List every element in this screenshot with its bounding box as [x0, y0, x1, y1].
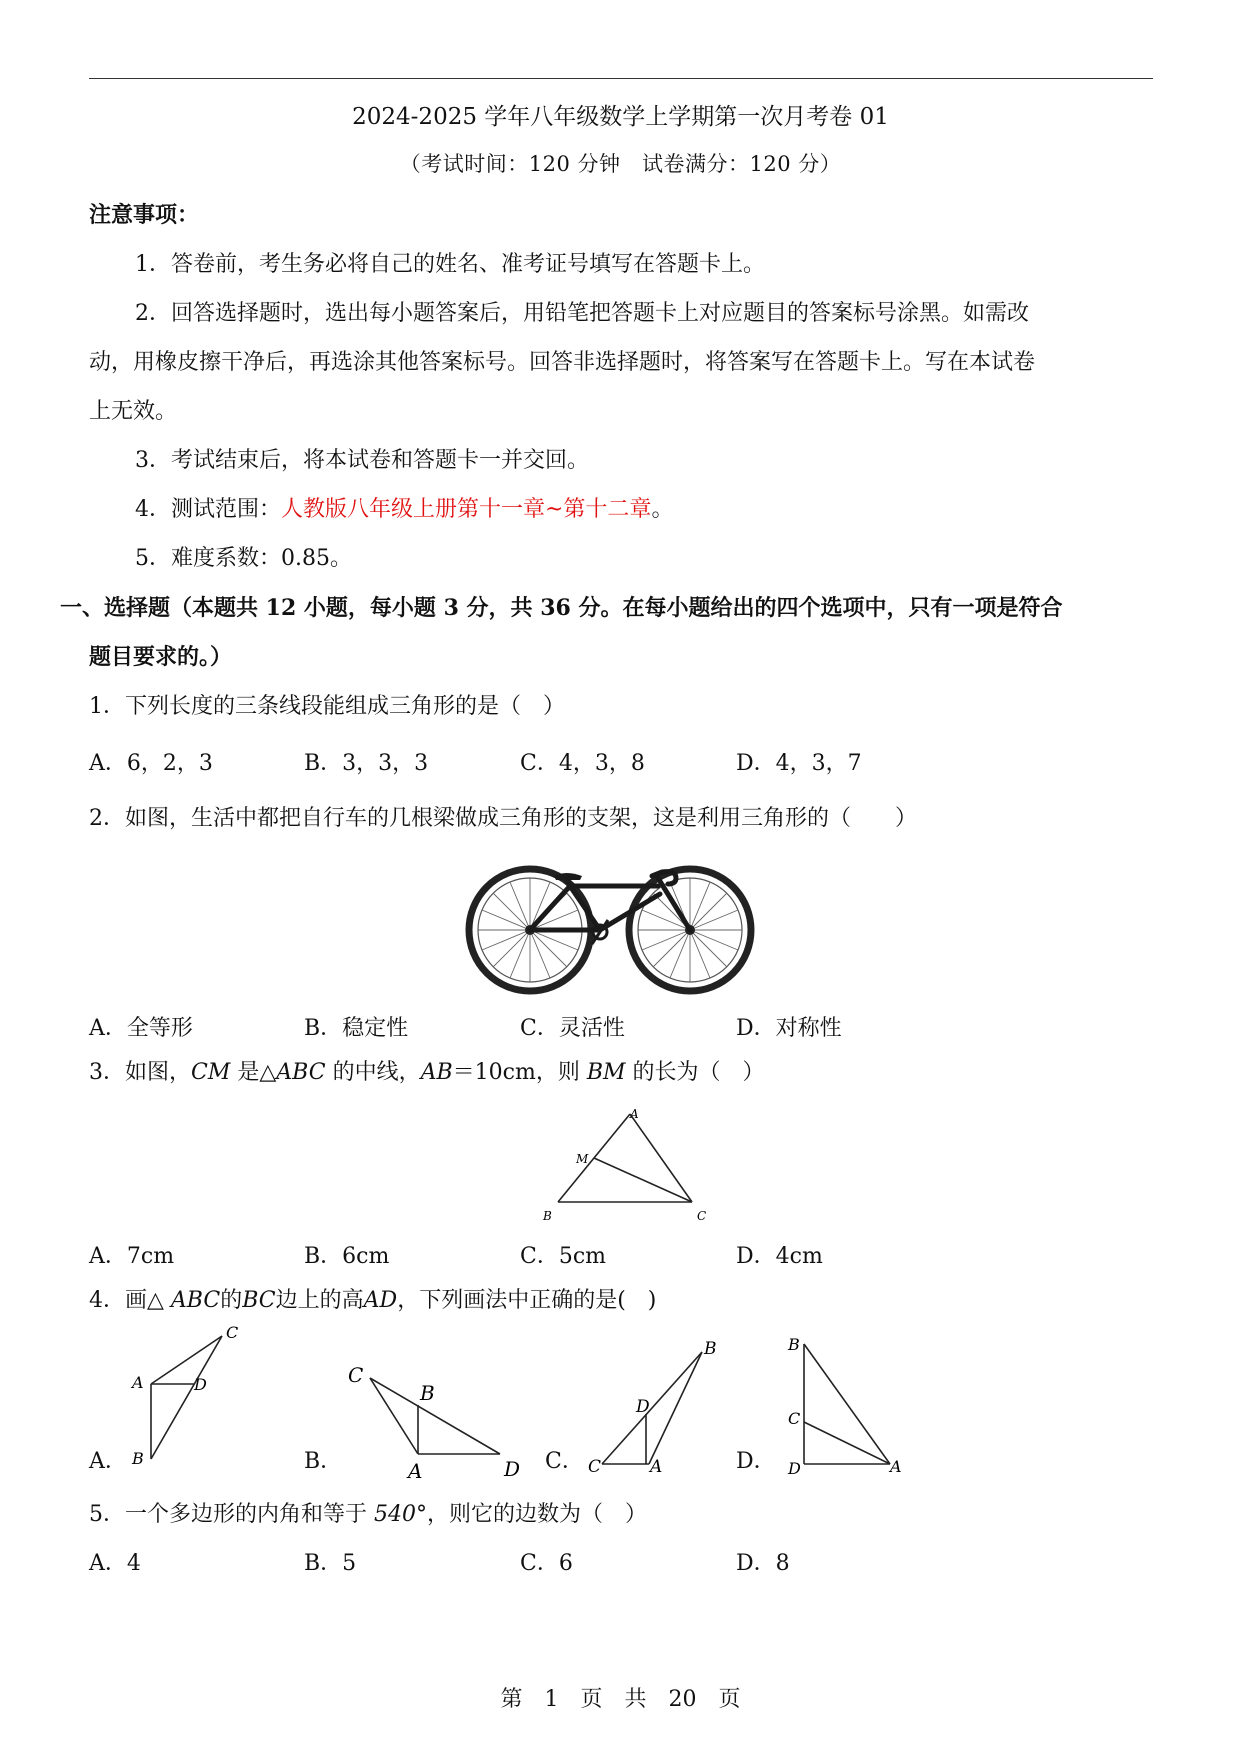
notice-item-4-scope: 人教版八年级上册第十一章~第十二章 — [281, 497, 652, 522]
q4-stem-part: 的 — [220, 1288, 243, 1313]
notice-item-2-line-2: 动，用橡皮擦干净后，再选涂其他答案标号。回答非选择题时，将答案写在答题卡上。写在本试卷 — [89, 350, 1036, 375]
q3-option-a: A．7cm — [89, 1244, 175, 1269]
q4-stem-math: AD — [363, 1288, 398, 1313]
q2-option-b: B．稳定性 — [304, 1016, 409, 1041]
notice-item-3: 3．考试结束后，将本试卷和答题卡一并交回。 — [135, 448, 589, 473]
q3-label-b: B — [543, 1209, 552, 1220]
q3-stem-part: 是△ — [230, 1060, 277, 1085]
q2-stem: 2．如图，生活中都把自行车的几根梁做成三角形的支架，这是利用三角形的（ ） — [89, 806, 917, 831]
q3-stem-part: 3．如图， — [89, 1060, 191, 1085]
notice-item-2-line-3: 上无效。 — [89, 399, 178, 424]
q4d-label-b: B — [788, 1335, 800, 1354]
q3-stem-math: ABC — [276, 1060, 326, 1085]
notice-item-4-suffix: 。 — [651, 497, 674, 522]
q3-label-a: A — [630, 1107, 639, 1121]
q3-option-d: D．4cm — [736, 1244, 823, 1269]
q5-stem — [89, 1497, 647, 1528]
q3-stem-part: ＝10cm，则 — [452, 1060, 587, 1085]
notice-item-4-prefix: 4．测试范围： — [135, 497, 281, 522]
q5-stem-math: 540° — [374, 1502, 427, 1527]
q4-stem-part: 边上的高 — [275, 1288, 364, 1313]
q1-stem: 1．下列长度的三条线段能组成三角形的是（ ） — [89, 694, 565, 719]
q4-option-a: A． — [89, 1449, 127, 1474]
q1-option-a: A．6，2，3 — [89, 751, 213, 776]
q3-stem-part: 的中线， — [325, 1060, 421, 1085]
q4d-label-d: D — [788, 1459, 801, 1478]
q5-option-c: C．6 — [520, 1551, 573, 1576]
q3-stem-math: CM — [191, 1060, 231, 1085]
q4b-label-c: C — [348, 1363, 364, 1387]
q1-option-c: C．4，3，8 — [520, 751, 645, 776]
q5-option-b: B．5 — [304, 1551, 357, 1576]
q5-option-d: D．8 — [736, 1551, 790, 1576]
q4a-label-c: C — [226, 1323, 239, 1342]
q4-option-c: C． — [545, 1449, 584, 1474]
q4-figure-c — [580, 1336, 730, 1476]
q4b-label-a: A — [408, 1459, 423, 1480]
q4c-label-d: D — [636, 1397, 650, 1417]
q3-stem-part: 的长为（ ） — [625, 1060, 765, 1085]
notice-item-2-line-1: 2．回答选择题时，选出每小题答案后，用铅笔把答题卡上对应题目的答案标号涂黑。如需改 — [135, 301, 1030, 326]
q4a-label-a: A — [132, 1373, 144, 1392]
q4-stem-math: ABC — [170, 1288, 221, 1313]
q4c-label-c: C — [588, 1457, 602, 1476]
q3-triangle-figure — [530, 1098, 720, 1220]
exam-title: 2024-2025 学年八年级数学上学期第一次月考卷 01 — [352, 104, 889, 130]
page-footer: 第 1 页 共 20 页 — [500, 1687, 741, 1712]
q4a-label-d: D — [194, 1375, 207, 1394]
q4d-label-a: A — [890, 1457, 902, 1476]
q3-option-c: C．5cm — [520, 1244, 607, 1269]
q2-option-d: D．对称性 — [736, 1016, 842, 1041]
q4-figure-b — [338, 1360, 538, 1480]
q4-stem-part: ，下列画法中正确的是( ) — [397, 1288, 657, 1313]
q4-option-d: D． — [736, 1449, 776, 1474]
q4-stem-math: BC — [242, 1288, 276, 1313]
notice-item-4 — [135, 492, 673, 523]
q5-stem-part: ，则它的边数为（ ） — [427, 1502, 648, 1527]
q3-label-c: C — [697, 1209, 707, 1220]
section-1-heading-line-2: 题目要求的。） — [89, 644, 233, 670]
q4c-label-a: A — [650, 1457, 663, 1476]
q4-figure-d — [780, 1334, 920, 1484]
notice-item-1: 1．答卷前，考生务必将自己的姓名、准考证号填写在答题卡上。 — [135, 252, 765, 277]
q3-stem-math: AB — [420, 1060, 453, 1085]
q4-figure-a — [126, 1322, 246, 1472]
q4d-label-c: C — [788, 1409, 801, 1428]
q4-stem-part: 4．画△ — [89, 1288, 171, 1313]
q3-option-b: B．6cm — [304, 1244, 390, 1269]
exam-subtitle: （考试时间：120 分钟 试卷满分：120 分） — [399, 152, 842, 176]
q4c-label-b: B — [704, 1339, 717, 1359]
q4a-label-b: B — [132, 1449, 144, 1468]
q1-option-d: D．4，3，7 — [736, 751, 862, 776]
q2-option-c: C．灵活性 — [520, 1016, 625, 1041]
q5-option-a: A．4 — [89, 1551, 141, 1576]
notice-item-5: 5．难度系数：0.85。 — [135, 546, 352, 571]
q4b-label-b: B — [420, 1381, 435, 1405]
q5-stem-part: 5．一个多边形的内角和等于 — [89, 1502, 374, 1527]
notice-heading: 注意事项： — [89, 202, 200, 228]
q4b-label-d: D — [504, 1457, 521, 1480]
q4-stem — [89, 1283, 656, 1314]
top-rule — [89, 78, 1153, 79]
section-1-heading-line-1: 一、选择题（本题共 12 小题，每小题 3 分，共 36 分。在每小题给出的四个选项中，只有一项是符合 — [60, 595, 1063, 621]
q3-stem-math: BM — [586, 1060, 626, 1085]
q3-label-m: M — [576, 1152, 589, 1166]
q2-option-a: A．全等形 — [89, 1016, 193, 1041]
bicycle-figure — [462, 864, 758, 1000]
q4-option-b: B． — [304, 1449, 343, 1474]
q3-stem — [89, 1055, 765, 1086]
q1-option-b: B．3，3，3 — [304, 751, 429, 776]
